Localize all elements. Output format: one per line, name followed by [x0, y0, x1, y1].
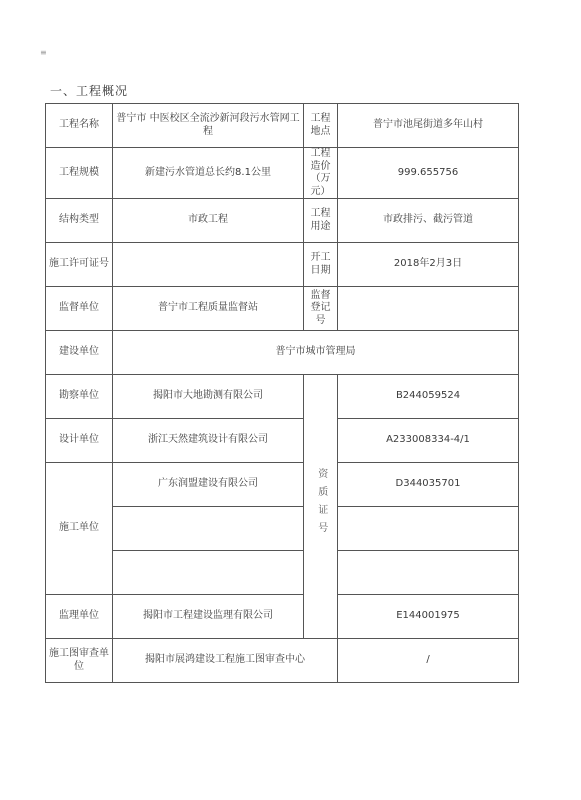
build-unit-label: 建设单位	[46, 331, 113, 375]
supervision-unit-label: 监督单位	[46, 287, 113, 331]
survey-cert: B244059524	[338, 375, 519, 419]
project-overview-table	[45, 103, 519, 683]
permit-value	[113, 243, 304, 287]
project-cost-label: 工程造价（万元）	[304, 148, 338, 199]
qualification-label-cell	[304, 375, 338, 639]
project-location-label: 工程地点	[304, 104, 338, 148]
project-name-label: 工程名称	[46, 104, 113, 148]
project-scale-value: 新建污水管道总长约8.1公里	[113, 148, 304, 199]
construction-cert-1: D344035701	[338, 463, 519, 507]
project-use-label: 工程用途	[304, 199, 338, 243]
supervision-unit-value: 普宁市工程质量监督站	[113, 287, 304, 331]
construction-cert-2	[338, 507, 519, 551]
build-unit-value: 普宁市城市管理局	[113, 331, 519, 375]
construction-unit-value-2	[113, 507, 304, 551]
supervisor-unit-label: 监理单位	[46, 595, 113, 639]
qualification-label: 资质证号	[315, 468, 327, 541]
supervisor-unit-value: 揭阳市工程建设监理有限公司	[113, 595, 304, 639]
section-title: 一、工程概况	[50, 84, 129, 98]
construction-cert-3	[338, 551, 519, 595]
drawing-review-cert: /	[338, 639, 519, 683]
project-scale-label: 工程规模	[46, 148, 113, 199]
project-cost-value: 999.655756	[338, 148, 519, 199]
construction-unit-value-1: 广东润盟建设有限公司	[113, 463, 304, 507]
construction-unit-label: 施工单位	[46, 463, 113, 595]
page-mark: ≡	[40, 48, 47, 57]
design-unit-value: 浙江天然建筑设计有限公司	[113, 419, 304, 463]
start-date-value: 2018年2月3日	[338, 243, 519, 287]
drawing-review-label: 施工图审查单位	[46, 639, 113, 683]
construction-unit-value-3	[113, 551, 304, 595]
start-date-label: 开工日期	[304, 243, 338, 287]
supervision-reg-value	[338, 287, 519, 331]
project-location-value: 普宁市池尾街道多年山村	[338, 104, 519, 148]
design-cert: A233008334-4/1	[338, 419, 519, 463]
structure-type-label: 结构类型	[46, 199, 113, 243]
supervision-reg-label: 监督登记号	[304, 287, 338, 331]
structure-type-value: 市政工程	[113, 199, 304, 243]
project-use-value: 市政排污、截污管道	[338, 199, 519, 243]
drawing-review-value: 揭阳市展鸿建设工程施工图审查中心	[113, 639, 338, 683]
supervisor-cert: E144001975	[338, 595, 519, 639]
survey-unit-label: 勘察单位	[46, 375, 113, 419]
survey-unit-value: 揭阳市大地勘测有限公司	[113, 375, 304, 419]
permit-label: 施工许可证号	[46, 243, 113, 287]
design-unit-label: 设计单位	[46, 419, 113, 463]
project-name-value: 普宁市 中医校区全流沙新河段污水管网工程	[113, 104, 304, 148]
